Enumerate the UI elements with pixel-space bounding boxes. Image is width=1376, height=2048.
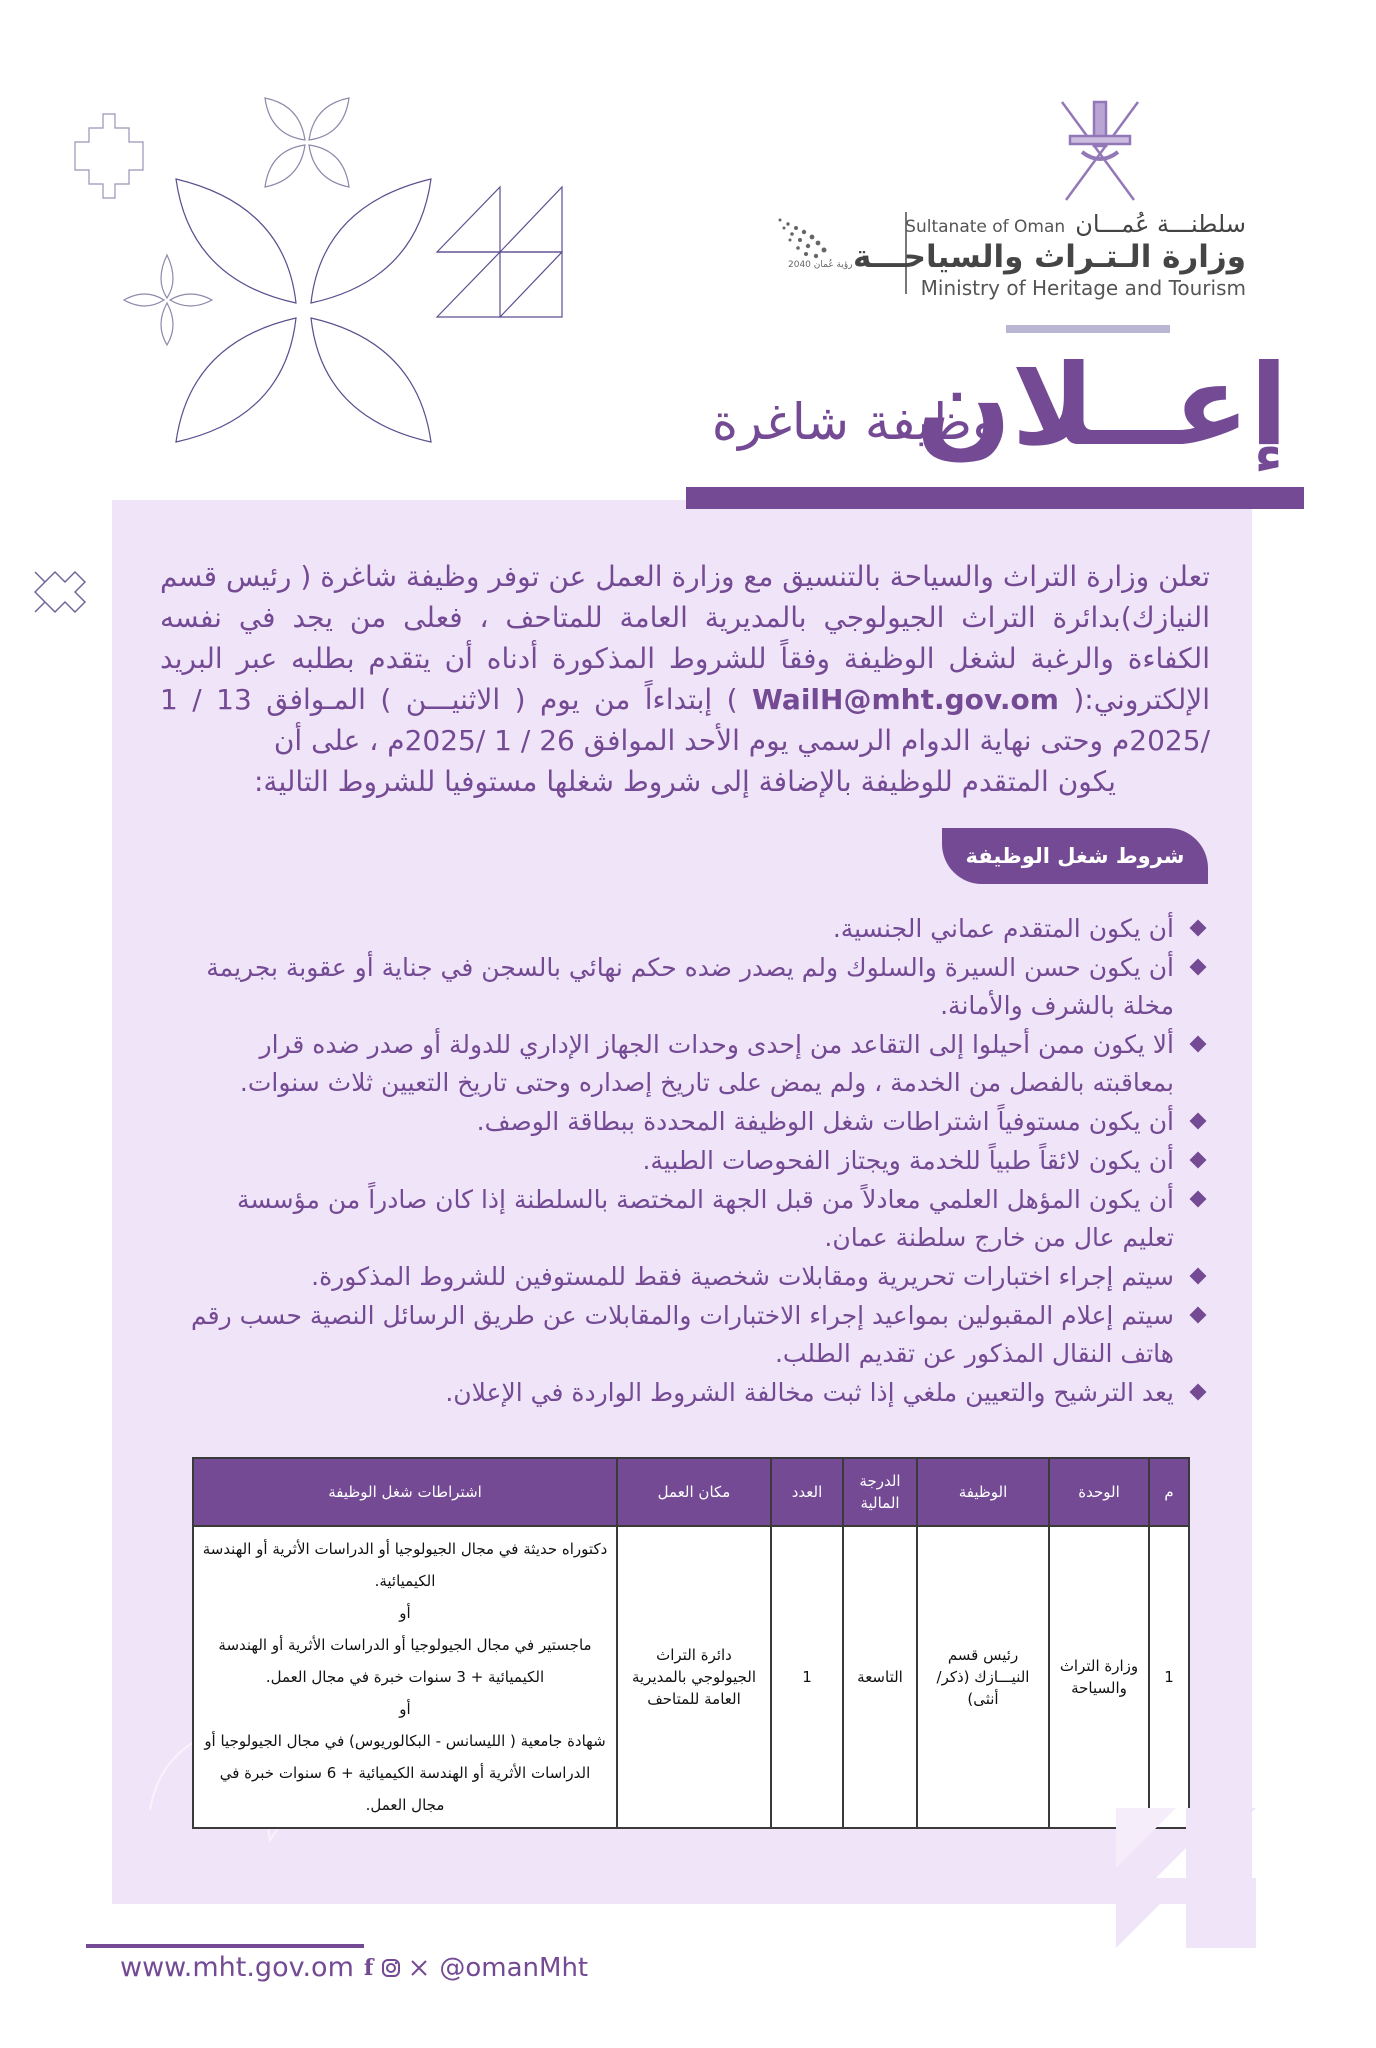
footer <box>120 1952 588 1983</box>
condition-item: أن يكون المؤهل العلمي معادلاً من قبل الجهة المختصة بالسلطنة إذا كان صادراً من مؤسسة تعليم عال من خارج سلطنة عمان. <box>188 1181 1208 1257</box>
diamond-bullet-icon <box>1190 1191 1207 1208</box>
large-flower-icon <box>176 179 431 442</box>
small-flower-icon <box>124 255 212 345</box>
small-flower-icon <box>265 98 349 187</box>
diamond-bullet-icon <box>1190 1152 1207 1169</box>
triangle-grid-icon <box>437 187 562 317</box>
col-job: الوظيفة <box>917 1458 1049 1526</box>
footer-line <box>86 1944 364 1948</box>
application-email-link[interactable]: WailH@mht.gov.om <box>752 683 1059 716</box>
intro-text: تعلن وزارة التراث والسياحة بالتنسيق مع وزارة العمل عن توفر وظيفة شاغرة ( رئيس قسم النيازك)بدائرة التراث الجيولوجي بالمديرية العامة للمتاحف ، فعلى من يجد في نفسه الكفاءة والرغبة لشغل الوظيفة وفقاً للشروط المذكورة أدناه أن يتقدم بطلبه عبر البريد الإلكتروني:( <box>160 560 1210 716</box>
cell-job: رئيس قسم النيـــازك (ذكر/ أنثى) <box>917 1526 1049 1828</box>
condition-item: ألا يكون ممن أحيلوا إلى التقاعد من إحدى وحدات الجهاز الإداري للدولة أو صدر ضده قرار بمعاقبته بالفصل من الخدمة ، ولم يمض على تاريخ إصداره وحتى تاريخ التعيين ثلاث سنوات. <box>188 1026 1208 1102</box>
conditions-heading: شروط شغل الوظيفة <box>942 828 1208 884</box>
diamond-bullet-icon <box>1190 1113 1207 1130</box>
requirement-or: أو <box>399 1604 411 1622</box>
diamond-bullet-icon <box>1190 920 1207 937</box>
col-count: العدد <box>771 1458 843 1526</box>
decorative-flower-pattern <box>60 80 600 460</box>
cell-grade: التاسعة <box>843 1526 917 1828</box>
requirement-line: دكتوراه حديثة في مجال الجيولوجيا أو الدراسات الأثرية أو الهندسة الكيميائية. <box>202 1540 608 1590</box>
diamond-bullet-icon <box>1190 1384 1207 1401</box>
cell-requirements <box>193 1526 617 1828</box>
requirement-or: أو <box>399 1700 411 1718</box>
diamond-bullet-icon <box>1190 959 1207 976</box>
ministry-name-en: Ministry of Heritage and Tourism <box>920 276 1246 300</box>
cell-unit: وزارة التراث والسياحة <box>1049 1526 1149 1828</box>
website-link[interactable]: www.mht.gov.om <box>120 1952 354 1983</box>
col-grade: الدرجة المالية <box>843 1458 917 1526</box>
social-icons <box>364 1955 429 1981</box>
country-ar: سلطنـــة عُمـــان <box>1075 210 1246 238</box>
requirement-line: شهادة جامعية ( الليسانس - البكالوريوس) في مجال الجيولوجيا أو الدراسات الأثرية أو الهندسة الكيميائية + 6 سنوات خبرة في مجال العمل. <box>204 1732 606 1814</box>
instagram-icon[interactable] <box>381 1958 401 1978</box>
social-handle[interactable]: @omanMht <box>439 1952 589 1983</box>
table-row <box>193 1526 1189 1828</box>
col-index: م <box>1149 1458 1189 1526</box>
col-requirements: اشتراطات شغل الوظيفة <box>193 1458 617 1526</box>
condition-item: أن يكون حسن السيرة والسلوك ولم يصدر ضده حكم نهائي بالسجن في جناية أو عقوبة بجريمة مخلة بالشرف والأمانة. <box>188 949 1208 1025</box>
condition-item: أن يكون لائقاً طبياً للخدمة ويجتاز الفحوصات الطبية. <box>188 1142 1208 1180</box>
cell-location: دائرة التراث الجيولوجي بالمديرية العامة للمتاحف <box>617 1526 771 1828</box>
vision-label: رؤية عُمان 2040 <box>788 260 853 270</box>
oman-emblem-icon <box>1052 96 1148 206</box>
ministry-name-ar: وزارة الـتـراث والسياحـــة <box>853 239 1246 275</box>
corner-triangle-pattern-icon <box>1116 1808 1296 1948</box>
diamond-bullet-icon <box>1190 1036 1207 1053</box>
intro-paragraph <box>160 556 1210 802</box>
title-underline-bar <box>686 487 1304 509</box>
col-location: مكان العمل <box>617 1458 771 1526</box>
x-icon[interactable] <box>409 1958 429 1978</box>
cell-index: 1 <box>1149 1526 1189 1828</box>
intro-last-line: يكون المتقدم للوظيفة بالإضافة إلى شروط شغلها مستوفيا للشروط التالية: <box>254 765 1116 798</box>
table-header-row <box>193 1458 1189 1526</box>
ministry-logo-text <box>853 210 1246 300</box>
condition-item: أن يكون المتقدم عماني الجنسية. <box>188 910 1208 948</box>
facebook-icon[interactable]: f <box>363 1954 374 1981</box>
diamond-bullet-icon <box>1190 1307 1207 1324</box>
cell-count: 1 <box>771 1526 843 1828</box>
page-title: إعــلان <box>915 341 1288 471</box>
country-en: Sultanate of Oman <box>905 217 1066 237</box>
intro-text-dates: ) إبتداءاً من يوم ( الاثنيـــن ) المـوافق 13 / 1 /2025م وحتى نهاية الدوام الرسمي يوم الأحد الموافق 26 / 1 /2025م ، على أن <box>160 683 1210 757</box>
conditions-list <box>188 910 1208 1413</box>
condition-item: أن يكون مستوفياً اشتراطات شغل الوظيفة المحددة ببطاقة الوصف. <box>188 1103 1208 1141</box>
diamond-bullet-icon <box>1190 1268 1207 1285</box>
zigzag-square-icon <box>30 560 100 630</box>
condition-item: يعد الترشيح والتعيين ملغي إذا ثبت مخالفة الشروط الواردة في الإعلان. <box>188 1374 1208 1412</box>
stepped-cross-icon <box>75 114 143 198</box>
accent-bar <box>1006 325 1170 333</box>
job-table <box>192 1457 1190 1829</box>
condition-item: سيتم إعلام المقبولين بمواعيد إجراء الاختبارات والمقابلات عن طريق الرسائل النصية حسب رقم هاتف النقال المذكور عن تقديم الطلب. <box>188 1297 1208 1373</box>
page-subtitle: وظيفة شاغرة <box>711 393 996 451</box>
country-name <box>853 210 1246 238</box>
condition-item: سيتم إجراء اختبارات تحريرية ومقابلات شخصية فقط للمستوفين للشروط المذكورة. <box>188 1258 1208 1296</box>
col-unit: الوحدة <box>1049 1458 1149 1526</box>
requirement-line: ماجستير في مجال الجيولوجيا أو الدراسات الأثرية أو الهندسة الكيميائية + 3 سنوات خبرة في مجال العمل. <box>218 1636 592 1686</box>
